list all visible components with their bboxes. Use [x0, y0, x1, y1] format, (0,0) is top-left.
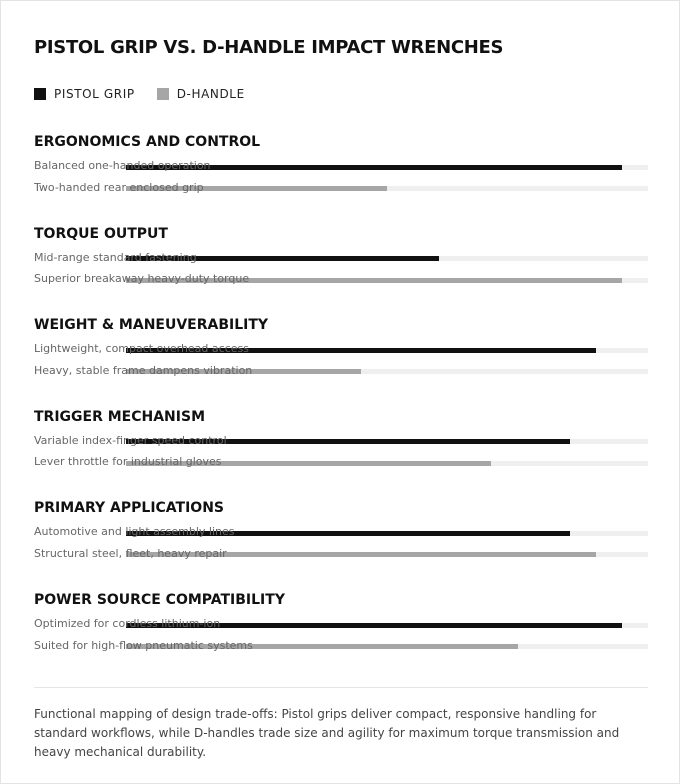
row-label-pistol-grip: Automotive and light assembly lines [34, 525, 235, 539]
legend [34, 87, 267, 101]
legend-label-pistol-grip: PISTOL GRIP [54, 87, 135, 101]
row-label-pistol-grip: Lightweight, compact overhead access [34, 342, 249, 356]
row-label-pistol-grip: Variable index-finger speed control [34, 433, 227, 447]
group-title-power-source-compatibility: POWER SOURCE COMPATIBILITY [34, 592, 285, 608]
group-title-ergonomics-and-control: ERGONOMICS AND CONTROL [34, 134, 261, 150]
row-label-d-handle: Superior breakaway heavy-duty torque [34, 272, 250, 286]
group-title-torque-output: TORQUE OUTPUT [34, 225, 168, 242]
chart-title: PISTOL GRIP VS. D-HANDLE IMPACT WRENCHES [34, 37, 504, 58]
footnote: Functional mapping of design trade-offs: Pistol grips deliver compact, responsive handling for standard workflows, while D-handles trade size and agility for maximum torque transmission and heavy mechanical durability. [34, 707, 620, 759]
legend-item-d-handle [157, 87, 245, 101]
footnote-divider [34, 687, 648, 688]
row-label-pistol-grip: Balanced one-handed operation [34, 159, 211, 172]
legend-swatch-d-handle [157, 88, 169, 100]
row-label-pistol-grip: Optimized for cordless lithium-ion [34, 617, 221, 630]
legend-swatch-pistol-grip [34, 88, 46, 100]
group-title-weight-maneuverability: WEIGHT & MANEUVERABILITY [34, 317, 269, 334]
legend-item-pistol-grip [34, 87, 135, 101]
legend-label-d-handle: D-HANDLE [176, 87, 245, 101]
group-title-trigger-mechanism: TRIGGER MECHANISM [34, 408, 206, 425]
group-title-primary-applications: PRIMARY APPLICATIONS [34, 500, 225, 517]
row-label-d-handle: Two-handed rear enclosed grip [34, 180, 204, 194]
row-label-d-handle: Lever throttle for industrial gloves [34, 455, 222, 469]
row-label-d-handle: Suited for high-flow pneumatic systems [34, 638, 253, 652]
row-label-d-handle: Heavy, stable frame dampens vibration [34, 363, 253, 377]
row-label-d-handle: Structural steel, fleet, heavy repair [34, 546, 227, 560]
row-label-pistol-grip: Mid-range standard fastening [34, 250, 197, 264]
